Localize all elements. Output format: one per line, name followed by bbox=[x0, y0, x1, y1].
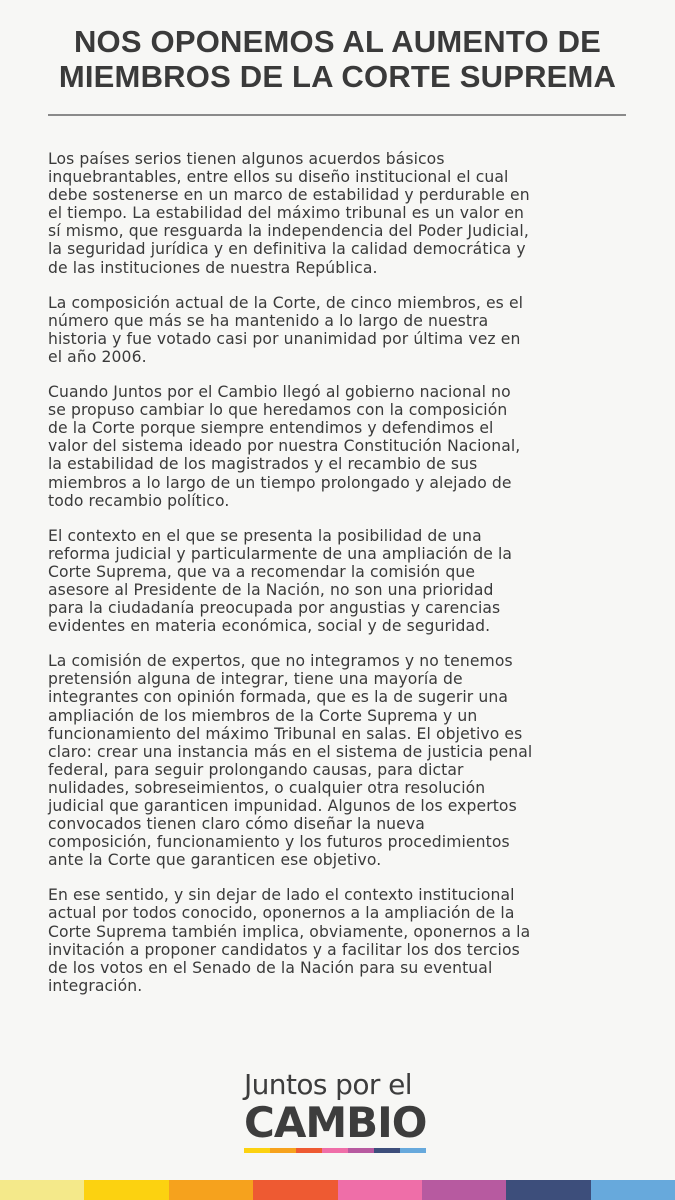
title-line-2: MIEMBROS DE LA CORTE SUPREMA bbox=[58, 59, 617, 94]
paragraph-line: ante la Corte que garanticen ese objetivo. bbox=[48, 851, 382, 870]
footer-stripe bbox=[84, 1180, 168, 1200]
title-divider bbox=[48, 114, 626, 116]
paragraph-line: miembros a lo largo de un tiempo prolongado y alejado de bbox=[48, 473, 512, 492]
paragraph-line: La composición actual de la Corte, de cinco miembros, es el bbox=[48, 293, 524, 312]
statement-paragraph bbox=[48, 150, 628, 277]
paragraph-line: para la ciudadanía preocupada por angustias y carencias bbox=[48, 599, 501, 618]
paragraph-line: pretensión alguna de integrar, tiene una mayoría de bbox=[48, 670, 463, 689]
logo-stripe bbox=[348, 1148, 374, 1153]
footer-stripe bbox=[0, 1180, 84, 1200]
paragraph-line: la estabilidad de los magistrados y el recambio de sus bbox=[48, 455, 478, 474]
paragraph-line: el tiempo. La estabilidad del máximo tribunal es un valor en bbox=[48, 204, 525, 223]
logo-stripe bbox=[400, 1148, 426, 1153]
paragraph-line: claro: crear una instancia más en el sistema de justicia penal bbox=[48, 742, 533, 761]
paragraph-line: invitación a proponer candidatos y a facilitar los dos tercios bbox=[48, 940, 520, 959]
statement-paragraph bbox=[48, 383, 628, 510]
juntos-por-el-cambio-logo bbox=[244, 1070, 444, 1153]
paragraph-line: de los votos en el Senado de la Nación para su eventual bbox=[48, 958, 493, 977]
paragraph-line: de las instituciones de nuestra República. bbox=[48, 258, 378, 277]
page-title bbox=[0, 24, 675, 94]
statement-paragraph bbox=[48, 652, 628, 869]
paragraph-line: judicial que garanticen impunidad. Algunos de los expertos bbox=[48, 797, 517, 815]
footer-stripe bbox=[506, 1180, 590, 1200]
footer-stripe bbox=[422, 1180, 506, 1200]
paragraph-line: historia y fue votado casi por unanimidad por última vez en bbox=[48, 329, 521, 348]
paragraph-line: se propuso cambiar lo que heredamos con la composición bbox=[48, 401, 508, 420]
logo-stripe bbox=[322, 1148, 348, 1153]
paragraph-line: evidentes en materia económica, social y de seguridad. bbox=[48, 617, 491, 636]
paragraph-line: de la Corte porque siempre entendimos y defendimos el bbox=[48, 419, 494, 438]
paragraph-line: Corte Suprema también implica, obviamente, oponernos a la bbox=[48, 922, 531, 941]
paragraph-line: la seguridad jurídica y en definitiva la calidad democrática y bbox=[48, 240, 526, 259]
paragraph-line: actual por todos conocido, oponernos a la ampliación de la bbox=[48, 904, 515, 923]
paragraph-line: Los países serios tienen algunos acuerdos básicos bbox=[48, 150, 445, 168]
title-line-1: NOS OPONEMOS AL AUMENTO DE bbox=[73, 24, 602, 59]
paragraph-line: Corte Suprema, que va a recomendar la comisión que bbox=[48, 562, 476, 581]
footer-stripe bbox=[338, 1180, 422, 1200]
paragraph-line: reforma judicial y particularmente de una ampliación de la bbox=[48, 544, 513, 563]
paragraph-line: composición, funcionamiento y los futuros procedimientos bbox=[48, 833, 510, 852]
statement-paragraph bbox=[48, 527, 628, 636]
logo-stripe bbox=[374, 1148, 400, 1153]
statement-paragraph bbox=[48, 294, 628, 366]
statement-body bbox=[48, 150, 628, 1012]
paragraph-line: asesore al Presidente de la Nación, no son una prioridad bbox=[48, 580, 494, 599]
logo-stripe bbox=[270, 1148, 296, 1153]
paragraph-line: sí mismo, que resguarda la independencia del Poder Judicial, bbox=[48, 222, 529, 241]
footer-stripe bbox=[591, 1180, 675, 1200]
paragraph-line: Cuando Juntos por el Cambio llegó al gobierno nacional no bbox=[48, 383, 511, 402]
paragraph-line: ampliación de los miembros de la Corte Suprema y un bbox=[48, 706, 478, 725]
logo-stripe bbox=[244, 1148, 270, 1153]
paragraph-line: número que más se ha mantenido a lo largo de nuestra bbox=[48, 311, 489, 330]
paragraph-line: todo recambio político. bbox=[48, 491, 230, 510]
paragraph-line: La comisión de expertos, que no integramos y no tenemos bbox=[48, 652, 513, 671]
paragraph-line: federal, para seguir prolongando causas, para dictar bbox=[48, 760, 464, 779]
footer-stripe bbox=[169, 1180, 253, 1200]
footer-stripe bbox=[253, 1180, 337, 1200]
footer-color-stripes bbox=[0, 1180, 675, 1200]
paragraph-line: El contexto en el que se presenta la posibilidad de una bbox=[48, 526, 482, 545]
logo-bottom-text: CAMBIO bbox=[244, 1098, 427, 1147]
paragraph-line: integración. bbox=[48, 976, 143, 995]
logo-stripe bbox=[296, 1148, 322, 1153]
logo-color-bar bbox=[244, 1148, 426, 1153]
paragraph-line: funcionamiento del máximo Tribunal en salas. El objetivo es bbox=[48, 724, 523, 743]
paragraph-line: integrantes con opinión formada, que es la de sugerir una bbox=[48, 688, 508, 707]
paragraph-line: En ese sentido, y sin dejar de lado el contexto institucional bbox=[48, 886, 515, 905]
paragraph-line: valor del sistema ideado por nuestra Constitución Nacional, bbox=[48, 437, 521, 456]
logo-top-text: Juntos por el bbox=[244, 1068, 412, 1101]
paragraph-line: inquebrantables, entre ellos su diseño institucional el cual bbox=[48, 168, 509, 187]
paragraph-line: convocados tienen claro cómo diseñar la nueva bbox=[48, 815, 425, 834]
statement-paragraph bbox=[48, 886, 628, 995]
paragraph-line: el año 2006. bbox=[48, 347, 147, 366]
paragraph-line: nulidades, sobreseimientos, o cualquier otra resolución bbox=[48, 778, 486, 797]
paragraph-line: debe sostenerse en un marco de estabilidad y perdurable en bbox=[48, 186, 530, 205]
